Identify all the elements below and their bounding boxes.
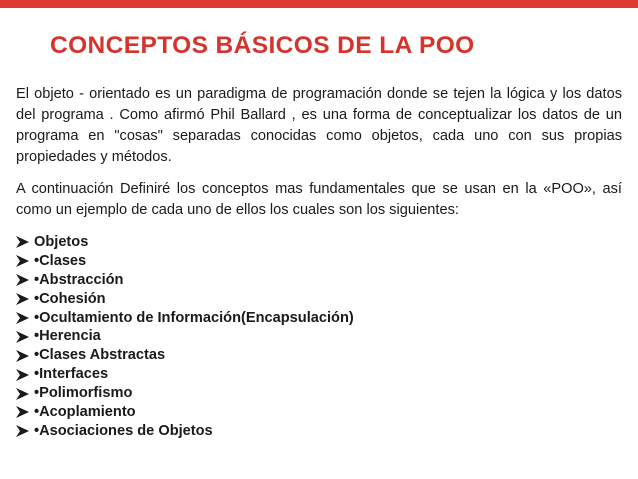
list-item — [16, 309, 622, 328]
intro-paragraph: El objeto - orientado es un paradigma de programación donde se tejen la lógica y los datos del programa . Como afirmó Phil Ballard , es una forma de conceptualizar los datos de un programa en "cosas" separadas conocidas como objetos, cada uno con sus propias propiedades y métodos. — [16, 86, 622, 165]
top-accent-bar — [0, 0, 638, 8]
concept-label: •Ocultamiento de Información(Encapsulación) — [34, 309, 354, 326]
list-item — [16, 271, 622, 290]
arrow-bullet-icon — [16, 350, 34, 362]
arrow-bullet-icon — [16, 255, 34, 267]
arrow-bullet-icon — [16, 274, 34, 286]
arrow-bullet-icon — [16, 406, 34, 418]
arrow-bullet-icon — [16, 369, 34, 381]
arrow-bullet-icon — [16, 293, 34, 305]
list-item — [16, 327, 622, 346]
list-item — [16, 233, 622, 252]
concept-label: •Interfaces — [34, 366, 109, 383]
list-item — [16, 252, 622, 271]
continuation-paragraph: A continuación Definiré los conceptos mas fundamentales que se usan en la «POO», así como un ejemplo de cada uno de ellos los cuales son los siguientes: — [16, 181, 622, 218]
concept-label: •Asociaciones de Objetos — [34, 422, 213, 439]
list-item — [16, 346, 622, 365]
concept-label: •Herencia — [34, 328, 101, 345]
arrow-bullet-icon — [16, 425, 34, 437]
list-item — [16, 384, 622, 403]
list-item — [16, 290, 622, 309]
slide-body — [16, 84, 622, 441]
arrow-bullet-icon — [16, 331, 34, 343]
concept-label: •Clases — [34, 252, 87, 269]
concept-label: •Acoplamiento — [34, 403, 136, 420]
concept-list — [16, 233, 622, 441]
arrow-bullet-icon — [16, 312, 34, 324]
list-item — [16, 365, 622, 384]
concept-label: •Clases Abstractas — [34, 347, 166, 364]
list-item — [16, 403, 622, 422]
arrow-bullet-icon — [16, 388, 34, 400]
list-item — [16, 422, 622, 441]
concept-label: Objetos — [34, 233, 89, 250]
concept-label: •Cohesión — [34, 290, 106, 307]
concept-label: •Abstracción — [34, 271, 124, 288]
slide-title: CONCEPTOS BÁSICOS DE LA POO — [50, 32, 475, 59]
concept-label: •Polimorfismo — [34, 385, 133, 402]
arrow-bullet-icon — [16, 236, 34, 248]
